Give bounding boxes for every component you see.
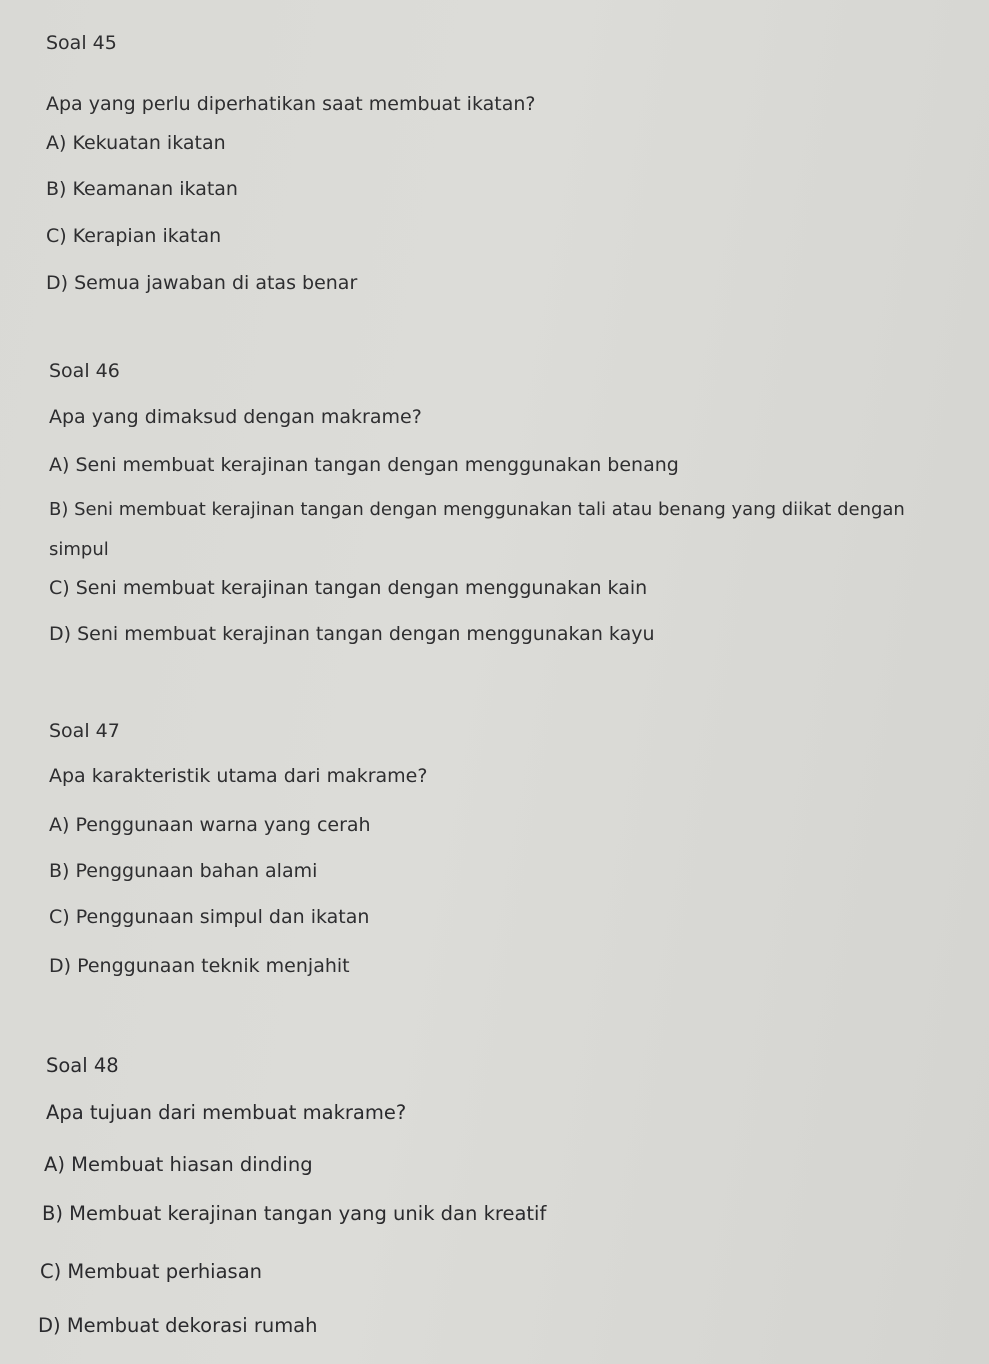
option-b: B) Penggunaan bahan alami <box>49 860 318 882</box>
option-d: D) Penggunaan teknik menjahit <box>49 955 350 977</box>
option-d: D) Membuat dekorasi rumah <box>38 1314 318 1337</box>
question-number: Soal 47 <box>49 720 120 742</box>
question-text: Apa yang perlu diperhatikan saat membuat ikatan? <box>46 93 536 115</box>
question-number: Soal 45 <box>46 32 117 54</box>
option-c: C) Membuat perhiasan <box>40 1260 263 1283</box>
option-d: D) Seni membuat kerajinan tangan dengan menggunakan kayu <box>49 623 655 645</box>
option-a: A) Penggunaan warna yang cerah <box>49 814 371 836</box>
option-a: A) Membuat hiasan dinding <box>44 1153 313 1176</box>
question-text: Apa karakteristik utama dari makrame? <box>49 765 428 787</box>
question-text: Apa tujuan dari membuat makrame? <box>46 1101 407 1124</box>
option-b: B) Membuat kerajinan tangan yang unik dan kreatif <box>42 1202 547 1225</box>
option-c: C) Penggunaan simpul dan ikatan <box>49 906 370 928</box>
option-d: D) Semua jawaban di atas benar <box>46 272 358 294</box>
option-b: B) Seni membuat kerajinan tangan dengan menggunakan tali atau benang yang diikat dengan simpul <box>49 499 905 560</box>
question-text: Apa yang dimaksud dengan makrame? <box>49 406 422 428</box>
option-a: A) Seni membuat kerajinan tangan dengan menggunakan benang <box>49 454 679 476</box>
option-c: C) Kerapian ikatan <box>46 225 222 247</box>
option-b: B) Keamanan ikatan <box>46 178 238 200</box>
question-number: Soal 48 <box>46 1054 119 1077</box>
option-a: A) Kekuatan ikatan <box>46 132 226 154</box>
option-c: C) Seni membuat kerajinan tangan dengan menggunakan kain <box>49 577 648 599</box>
question-number: Soal 46 <box>49 360 120 382</box>
